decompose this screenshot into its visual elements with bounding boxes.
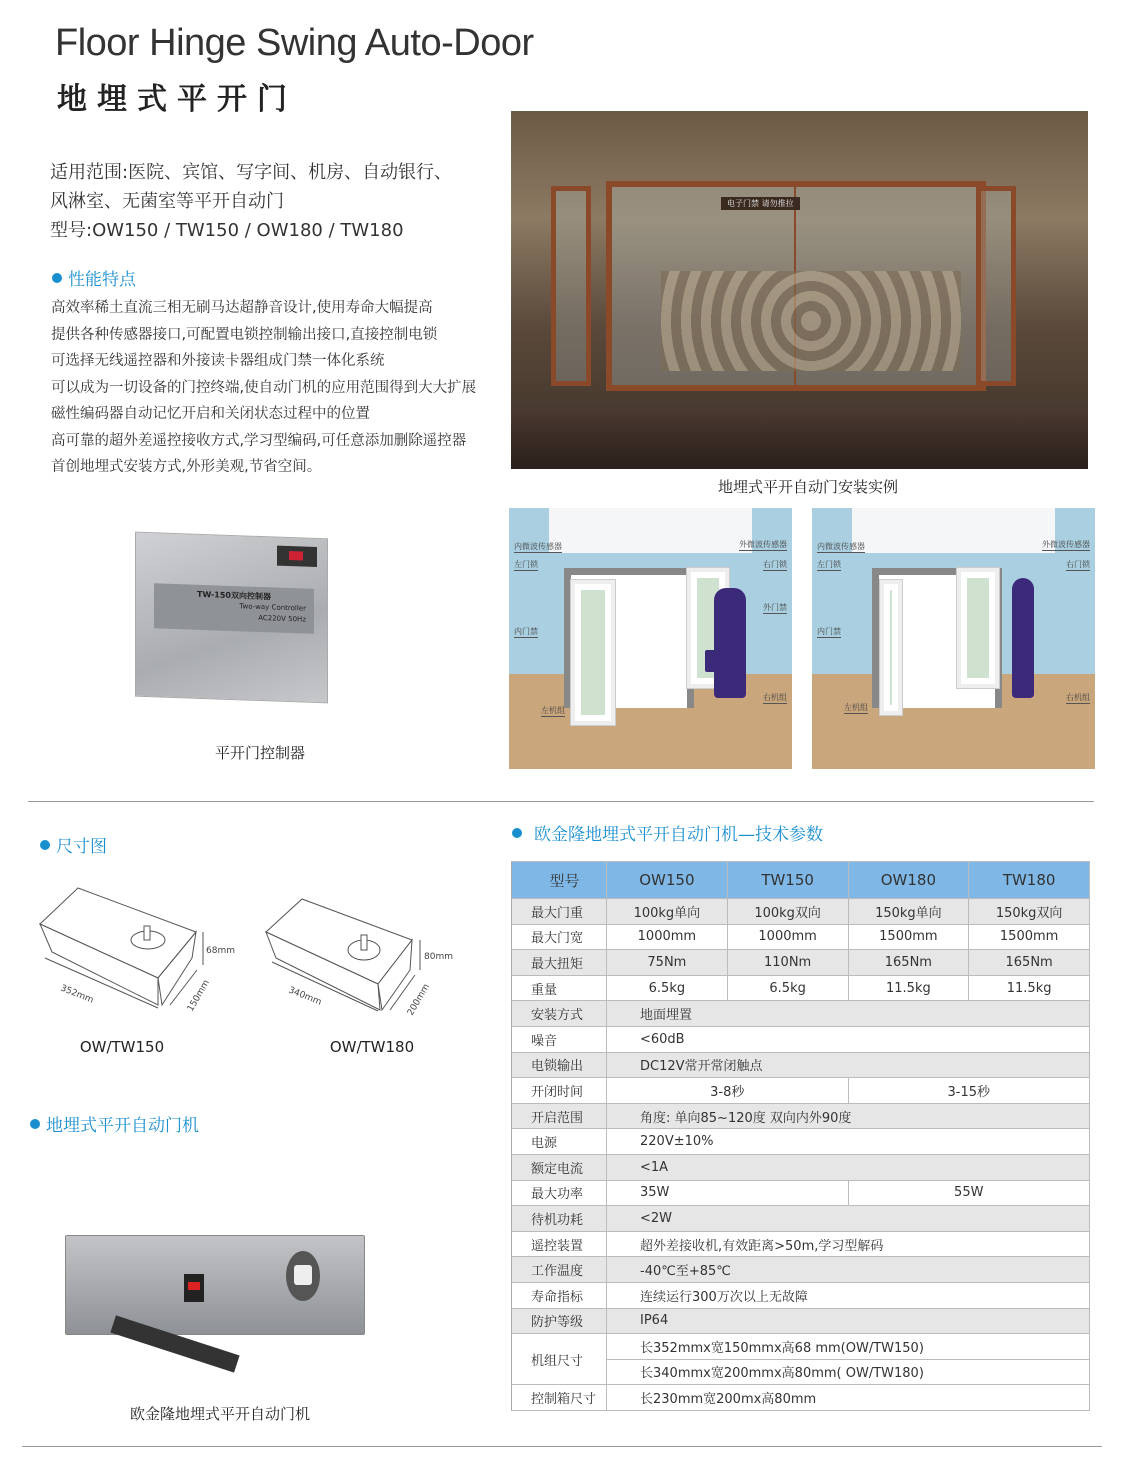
spec-value: IP64 <box>607 1308 1090 1334</box>
page-title-en: Floor Hinge Swing Auto-Door <box>55 22 534 64</box>
feature-item: 高效率稀土直流三相无刷马达超静音设计,使用寿命大幅提高 <box>51 300 433 316</box>
spec-value: 220V±10% <box>607 1129 1090 1155</box>
spec-label: 最大功率 <box>512 1180 607 1206</box>
spec-label: 开启范围 <box>512 1103 607 1129</box>
table-row <box>512 1257 1090 1283</box>
brand-logo <box>277 546 317 567</box>
spec-label: 安装方式 <box>512 1001 607 1027</box>
label-left-unit: 左机组 <box>844 703 868 712</box>
table-row <box>512 1129 1090 1155</box>
table-row <box>512 1282 1090 1308</box>
spec-label: 工作温度 <box>512 1257 607 1283</box>
bullet-icon <box>512 828 522 838</box>
width-180: 200mm <box>405 982 432 1018</box>
spec-value: 3-15秒 <box>848 1078 1090 1104</box>
feature-item: 提供各种传感器接口,可配置电锁控制输出接口,直接控制电锁 <box>51 326 438 343</box>
specs-table <box>511 861 1090 1411</box>
table-header-cell: OW180 <box>848 862 969 899</box>
spec-value: 长230mm宽200mx高80mm <box>607 1385 1090 1411</box>
specs-heading-text: 欧金隆地埋式平开自动门机—技术参数 <box>534 825 823 845</box>
label-outer-access: 外门禁 <box>763 603 787 612</box>
door-sign: 电子门禁 请勿推拉 <box>721 197 800 210</box>
label-right-unit: 右机组 <box>763 693 787 702</box>
machine-heading <box>30 1111 199 1136</box>
spec-value: <2W <box>607 1206 1090 1232</box>
label-inner-access: 内门禁 <box>514 627 538 636</box>
spec-value: 75Nm <box>607 950 728 976</box>
label-inner-sensor: 内微波传感器 <box>514 542 562 551</box>
table-row <box>512 1001 1090 1027</box>
table-header-cell: 型号 <box>512 862 607 899</box>
intro-models: 型号:OW150 / TW150 / OW180 / TW180 <box>50 220 404 241</box>
spec-value: -40℃至+85℃ <box>607 1257 1090 1283</box>
table-row <box>512 1078 1090 1104</box>
spec-value: 100kg单向 <box>607 899 728 925</box>
plate-en: Two-way Controller <box>239 602 306 613</box>
photo-caption: 地埋式平开自动门安装实例 <box>717 478 898 496</box>
intro-line: 风淋室、无菌室等平开自动门 <box>50 191 284 212</box>
spec-label: 额定电流 <box>512 1154 607 1180</box>
label-left-lock: 左门锁 <box>817 560 841 569</box>
feature-item: 高可靠的超外差遥控接收方式,学习型编码,可任意添加删除遥控器 <box>51 432 467 449</box>
table-row <box>512 950 1090 976</box>
spec-value: 165Nm <box>848 950 969 976</box>
machine-heading-text: 地埋式平开自动门机 <box>46 1116 199 1136</box>
table-row <box>512 1026 1090 1052</box>
table-header-cell: TW150 <box>727 862 848 899</box>
spec-label: 最大门重 <box>512 899 607 925</box>
spec-value: 150kg单向 <box>848 899 969 925</box>
spec-label: 遥控装置 <box>512 1231 607 1257</box>
table-row <box>512 924 1090 950</box>
label-outer-sensor: 外微波传感器 <box>1042 540 1090 549</box>
table-row <box>512 1231 1090 1257</box>
machine-caption: 欧金隆地埋式平开自动门机 <box>129 1405 310 1423</box>
intro-line: 适用范围:医院、宾馆、写字间、机房、自动银行、 <box>50 162 453 183</box>
spec-value: 165Nm <box>969 950 1090 976</box>
spec-label: 待机功耗 <box>512 1206 607 1232</box>
label-right-lock: 右门锁 <box>763 560 787 569</box>
dimension-drawings <box>30 880 470 1020</box>
label-inner-access: 内门禁 <box>817 627 841 636</box>
dimensions-heading-text: 尺寸图 <box>56 837 107 857</box>
feature-item: 可以成为一切设备的门控终端,使自动门机的应用范围得到大大扩展 <box>51 379 477 396</box>
table-row <box>512 1103 1090 1129</box>
table-header-cell: TW180 <box>969 862 1090 899</box>
label-right-unit: 右机组 <box>1066 693 1090 702</box>
installation-diagram-man <box>509 508 792 769</box>
specs-heading <box>512 820 823 845</box>
spec-value: 1500mm <box>848 924 969 950</box>
bullet-icon <box>40 840 50 850</box>
installation-photo <box>511 111 1088 469</box>
table-row <box>512 1052 1090 1078</box>
spec-value: 地面埋置 <box>607 1001 1090 1027</box>
spec-value: <60dB <box>607 1026 1090 1052</box>
installation-diagram-woman <box>812 508 1095 769</box>
model-label-150: OW/TW150 <box>79 1038 165 1056</box>
table-row <box>512 1308 1090 1334</box>
spec-value: 11.5kg <box>969 975 1090 1001</box>
spec-value: 角度: 单向85~120度 双向内外90度 <box>607 1103 1090 1129</box>
table-row <box>512 1385 1090 1411</box>
feature-item: 磁性编码器自动记忆开启和关闭状态过程中的位置 <box>51 406 370 422</box>
label-left-unit: 左机组 <box>541 706 565 715</box>
spec-value: <1A <box>607 1154 1090 1180</box>
spec-value: 150kg双向 <box>969 899 1090 925</box>
label-right-lock: 右门锁 <box>1066 560 1090 569</box>
feature-item: 首创地埋式安装方式,外形美观,节省空间。 <box>51 459 322 475</box>
divider <box>28 801 1094 802</box>
features-heading-text: 性能特点 <box>68 270 136 290</box>
height-180: 80mm <box>424 952 453 962</box>
spec-label: 最大门宽 <box>512 924 607 950</box>
label-inner-sensor: 内微波传感器 <box>817 542 865 551</box>
features-list <box>51 295 476 481</box>
table-row <box>512 1334 1090 1360</box>
spec-value: 1500mm <box>969 924 1090 950</box>
table-header-row <box>512 862 1090 899</box>
length-150: 352mm <box>58 983 95 1006</box>
plate-power: AC220V 50Hz <box>258 613 306 624</box>
height-150: 68mm <box>206 946 235 956</box>
table-row <box>512 1180 1090 1206</box>
spec-value: 110Nm <box>727 950 848 976</box>
table-row <box>512 1206 1090 1232</box>
controller-image <box>135 532 328 704</box>
machine-image <box>65 1235 365 1335</box>
length-180: 340mm <box>286 985 323 1008</box>
spec-value: 6.5kg <box>727 975 848 1001</box>
spec-value: 35W <box>607 1180 849 1206</box>
label-left-lock: 左门锁 <box>514 560 538 569</box>
table-header-cell: OW150 <box>607 862 728 899</box>
spec-label: 寿命指标 <box>512 1282 607 1308</box>
spec-label: 重量 <box>512 975 607 1001</box>
page-title-cn: 地埋式平开门 <box>57 82 297 117</box>
dimensions-heading <box>40 832 107 857</box>
spec-value: 100kg双向 <box>727 899 848 925</box>
label-outer-sensor: 外微波传感器 <box>739 540 787 549</box>
spec-value: 1000mm <box>727 924 848 950</box>
spec-value: 55W <box>848 1180 1090 1206</box>
spec-value: 连续运行300万次以上无故障 <box>607 1282 1090 1308</box>
spec-label: 噪音 <box>512 1026 607 1052</box>
controller-caption: 平开门控制器 <box>214 744 305 762</box>
table-row <box>512 1154 1090 1180</box>
spec-label: 电源 <box>512 1129 607 1155</box>
spec-label: 防护等级 <box>512 1308 607 1334</box>
spec-label: 机组尺寸 <box>512 1334 607 1385</box>
bottom-divider <box>22 1446 1102 1447</box>
features-heading <box>52 265 136 290</box>
spec-value: 1000mm <box>607 924 728 950</box>
width-150: 150mm <box>185 978 212 1014</box>
bullet-icon <box>52 273 62 283</box>
spec-value: 超外差接收机,有效距离>50m,学习型解码 <box>607 1231 1090 1257</box>
intro-text <box>50 158 452 245</box>
spec-value: 11.5kg <box>848 975 969 1001</box>
spec-label: 控制箱尺寸 <box>512 1385 607 1411</box>
table-row <box>512 899 1090 925</box>
spec-value: 长340mmx宽200mmx高80mm( OW/TW180) <box>607 1359 1090 1385</box>
spec-value: 3-8秒 <box>607 1078 849 1104</box>
table-row <box>512 975 1090 1001</box>
spec-label: 开闭时间 <box>512 1078 607 1104</box>
plate-title: TW-150双向控制器 <box>197 589 271 602</box>
bullet-icon <box>30 1119 40 1129</box>
model-label-180: OW/TW180 <box>329 1038 415 1056</box>
spec-value: 长352mmx宽150mmx高68 mm(OW/TW150) <box>607 1334 1090 1360</box>
spec-value: DC12V常开常闭触点 <box>607 1052 1090 1078</box>
feature-item: 可选择无线遥控器和外接读卡器组成门禁一体化系统 <box>51 353 385 369</box>
spec-value: 6.5kg <box>607 975 728 1001</box>
spec-label: 电锁输出 <box>512 1052 607 1078</box>
spec-label: 最大扭矩 <box>512 950 607 976</box>
